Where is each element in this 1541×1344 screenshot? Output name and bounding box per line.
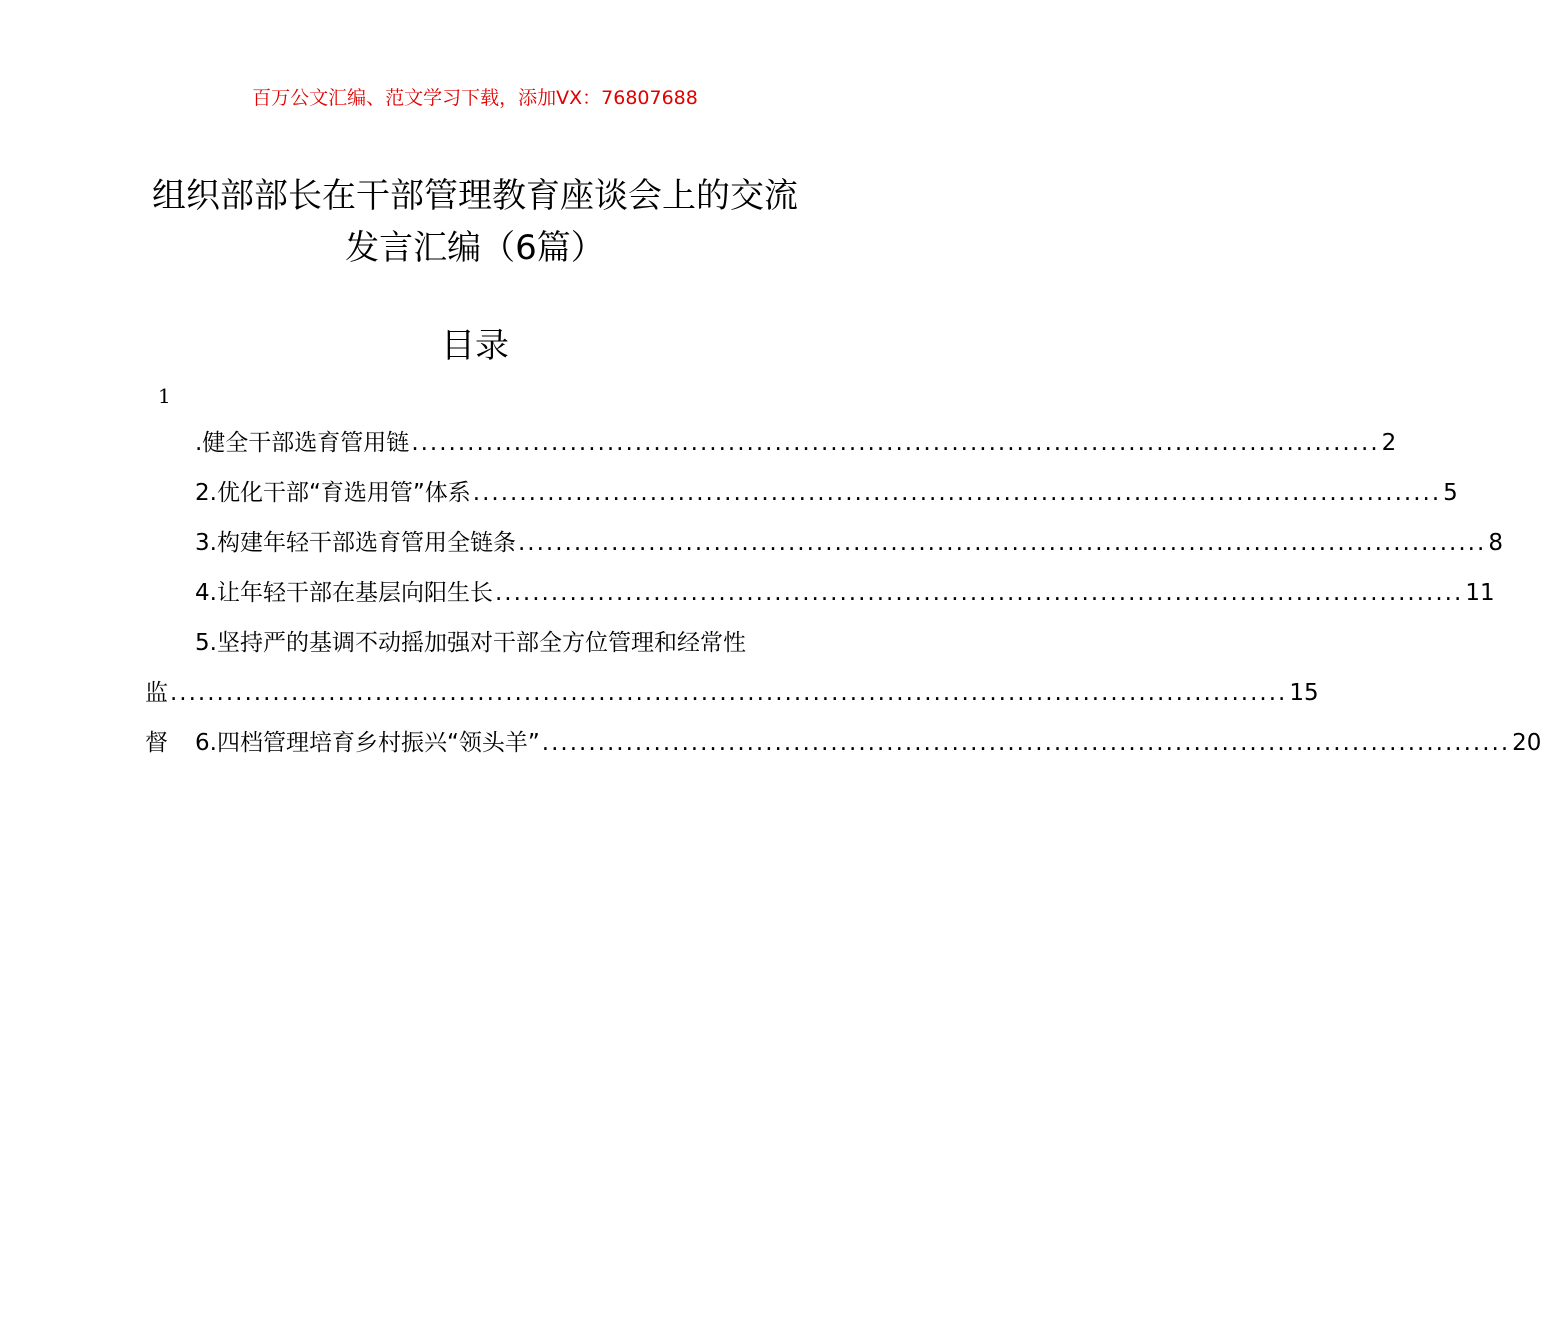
toc-entry-label: 2.优化干部“育选用管”体系 [195, 480, 471, 506]
toc-leader-dots: ........................................................................................................ [494, 580, 1464, 606]
toc-entry-label: 6.四档管理培育乡村振兴“领头羊” [195, 730, 540, 756]
toc-entry-label: .健全干部选育管用链 [195, 430, 410, 456]
toc-leader-dots: ........................................................................................................................ [170, 680, 1288, 706]
toc-heading: 目录 [441, 326, 509, 366]
toc-page-number: 2 [1381, 430, 1397, 456]
toc-entry-3[interactable] [145, 518, 1503, 568]
toc-leader-dots: ........................................................................................................ [517, 530, 1487, 556]
toc-leader-dots: ........................................................................................................ [541, 730, 1511, 756]
stray-list-number: 1 [158, 384, 171, 408]
toc-page-number: 8 [1488, 530, 1503, 556]
document-title: 组织部部长在干部管理教育座谈会上的交流发言汇编（6篇） [152, 176, 798, 268]
toc-entry-6[interactable] [145, 718, 1541, 768]
toc-entry-1[interactable] [145, 418, 1397, 468]
toc-leader-dots: ........................................................................................................ [411, 430, 1380, 456]
toc-page-number: 11 [1465, 580, 1495, 606]
watermark-banner: 百万公文汇编、范文学习下载，添加VX：76807688 [252, 87, 698, 109]
table-of-contents [145, 418, 1541, 768]
toc-leader-dots: ........................................................................................................ [472, 480, 1442, 506]
toc-entry-label: 5.坚持严的基调不动摇加强对干部全方位管理和经常性 [195, 630, 746, 656]
toc-entry-label: 4.让年轻干部在基层向阳生长 [195, 580, 493, 606]
toc-entry-label-cont: 监督 [145, 680, 168, 756]
toc-page-number: 15 [1289, 680, 1319, 706]
toc-page-number: 20 [1512, 730, 1541, 756]
toc-entry-label: 3.构建年轻干部选育管用全链条 [195, 530, 516, 556]
toc-page-number: 5 [1443, 480, 1458, 506]
toc-entry-4[interactable] [145, 568, 1495, 618]
toc-entry-2[interactable] [145, 468, 1458, 518]
